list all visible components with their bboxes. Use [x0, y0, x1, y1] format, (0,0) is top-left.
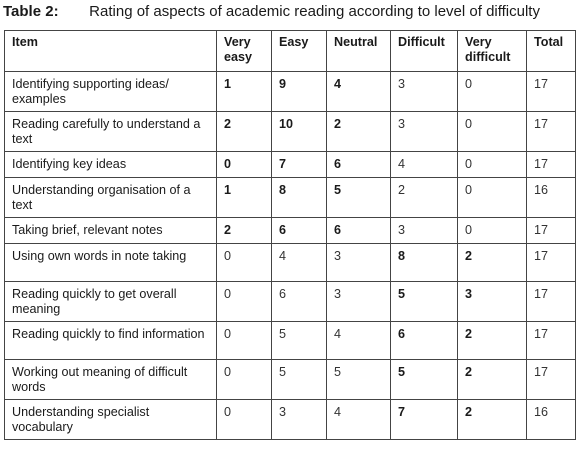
cell-difficult: 3 [391, 72, 458, 112]
cell-very-easy: 0 [217, 244, 272, 282]
cell-neutral: 4 [327, 322, 391, 360]
cell-total: 16 [527, 178, 576, 218]
cell-neutral: 5 [327, 178, 391, 218]
cell-total: 17 [527, 322, 576, 360]
cell-total: 17 [527, 72, 576, 112]
table-row [5, 244, 576, 282]
cell-very-easy: 2 [217, 112, 272, 152]
cell-neutral: 4 [327, 72, 391, 112]
cell-total: 17 [527, 244, 576, 282]
header-difficult: Difficult [391, 31, 458, 72]
cell-very-difficult: 0 [458, 112, 527, 152]
cell-easy: 10 [272, 112, 327, 152]
cell-difficult: 6 [391, 322, 458, 360]
cell-total: 16 [527, 400, 576, 440]
row-item-label: Understanding organisation of a text [5, 178, 217, 218]
cell-very-difficult: 2 [458, 400, 527, 440]
cell-very-easy: 0 [217, 360, 272, 400]
cell-easy: 6 [272, 282, 327, 322]
cell-neutral: 2 [327, 112, 391, 152]
cell-easy: 9 [272, 72, 327, 112]
row-item-label: Using own words in note taking [5, 244, 217, 282]
table-row [5, 360, 576, 400]
cell-easy: 7 [272, 152, 327, 178]
cell-very-difficult: 2 [458, 322, 527, 360]
table-header-row [5, 31, 576, 72]
cell-total: 17 [527, 360, 576, 400]
cell-neutral: 6 [327, 218, 391, 244]
cell-difficult: 2 [391, 178, 458, 218]
header-item: Item [5, 31, 217, 72]
header-easy: Easy [272, 31, 327, 72]
cell-difficult: 7 [391, 400, 458, 440]
table-caption [3, 3, 540, 25]
table-caption-text: Rating of aspects of academic reading according to level of difficulty [89, 3, 540, 20]
cell-very-difficult: 0 [458, 178, 527, 218]
cell-very-easy: 0 [217, 322, 272, 360]
header-neutral: Neutral [327, 31, 391, 72]
row-item-label: Reading quickly to find information [5, 322, 217, 360]
cell-easy: 5 [272, 322, 327, 360]
cell-very-difficult: 0 [458, 72, 527, 112]
cell-difficult: 5 [391, 360, 458, 400]
cell-easy: 6 [272, 218, 327, 244]
cell-easy: 3 [272, 400, 327, 440]
table-row [5, 72, 576, 112]
cell-very-difficult: 0 [458, 152, 527, 178]
cell-difficult: 8 [391, 244, 458, 282]
cell-very-easy: 2 [217, 218, 272, 244]
table-row [5, 152, 576, 178]
header-very-easy: Very easy [217, 31, 272, 72]
table-row [5, 112, 576, 152]
row-item-label: Reading quickly to get overall meaning [5, 282, 217, 322]
row-item-label: Reading carefully to understand a text [5, 112, 217, 152]
cell-easy: 8 [272, 178, 327, 218]
cell-difficult: 3 [391, 112, 458, 152]
cell-difficult: 5 [391, 282, 458, 322]
cell-very-easy: 1 [217, 178, 272, 218]
cell-very-easy: 0 [217, 152, 272, 178]
cell-very-difficult: 2 [458, 360, 527, 400]
cell-total: 17 [527, 112, 576, 152]
cell-neutral: 4 [327, 400, 391, 440]
cell-neutral: 3 [327, 282, 391, 322]
table-row [5, 282, 576, 322]
row-item-label: Understanding specialist vocabulary [5, 400, 217, 440]
table-row [5, 400, 576, 440]
cell-neutral: 6 [327, 152, 391, 178]
table-row [5, 322, 576, 360]
cell-neutral: 5 [327, 360, 391, 400]
cell-easy: 5 [272, 360, 327, 400]
cell-difficult: 3 [391, 218, 458, 244]
cell-very-difficult: 0 [458, 218, 527, 244]
difficulty-rating-table [4, 30, 576, 440]
header-total: Total [527, 31, 576, 72]
row-item-label: Identifying supporting ideas/ examples [5, 72, 217, 112]
cell-total: 17 [527, 152, 576, 178]
table-row [5, 218, 576, 244]
cell-very-difficult: 2 [458, 244, 527, 282]
cell-difficult: 4 [391, 152, 458, 178]
cell-easy: 4 [272, 244, 327, 282]
header-very-difficult: Very difficult [458, 31, 527, 72]
row-item-label: Working out meaning of difficult words [5, 360, 217, 400]
cell-very-difficult: 3 [458, 282, 527, 322]
cell-very-easy: 1 [217, 72, 272, 112]
row-item-label: Identifying key ideas [5, 152, 217, 178]
table-caption-label: Table 2: [3, 3, 59, 20]
cell-total: 17 [527, 218, 576, 244]
row-item-label: Taking brief, relevant notes [5, 218, 217, 244]
cell-neutral: 3 [327, 244, 391, 282]
cell-very-easy: 0 [217, 400, 272, 440]
cell-very-easy: 0 [217, 282, 272, 322]
table-row [5, 178, 576, 218]
cell-total: 17 [527, 282, 576, 322]
